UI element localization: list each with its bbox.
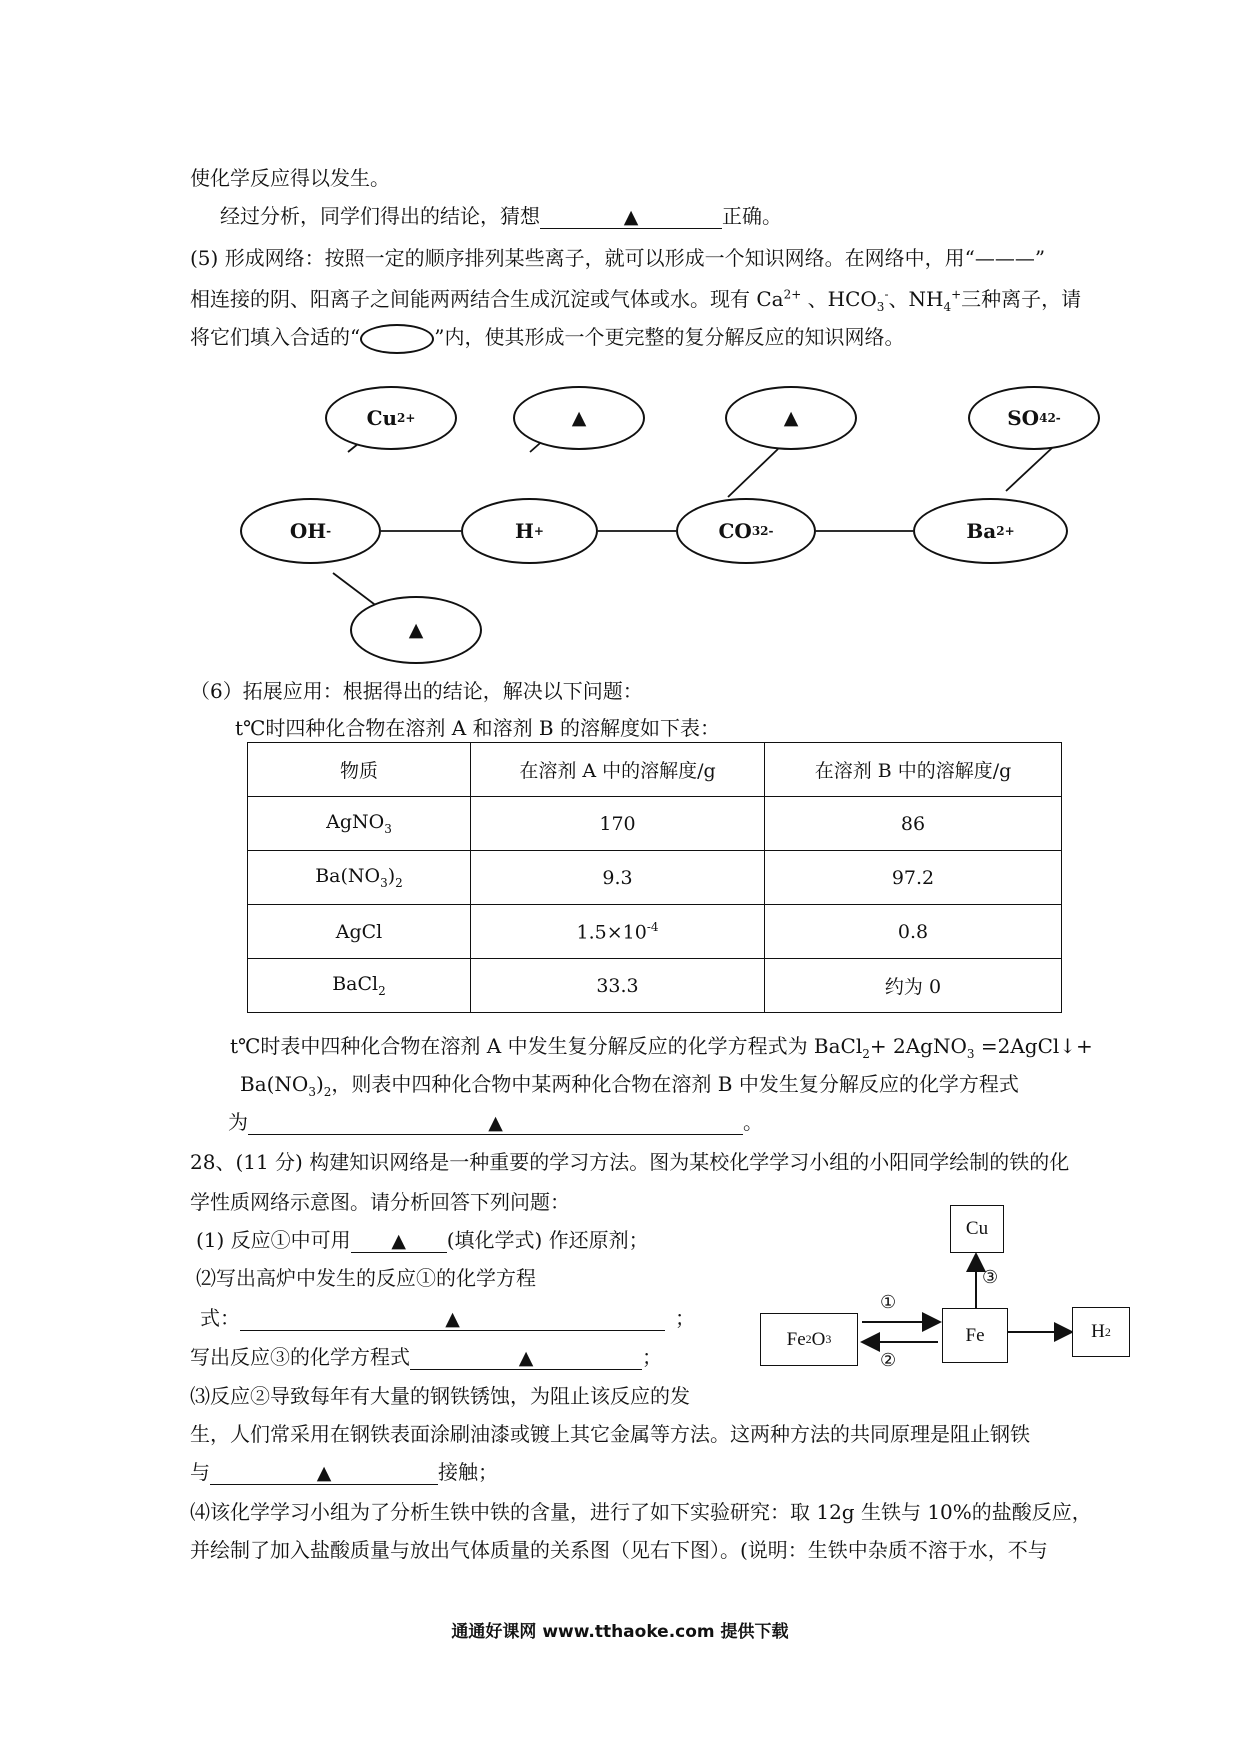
box-fe: Fe <box>942 1308 1008 1363</box>
text-line: （6）拓展应用：根据得出的结论，解决以下问题： <box>190 679 643 703</box>
table-cell: 170 <box>471 797 765 851</box>
triangle-icon: ▲ <box>316 1462 332 1484</box>
text-segment: (1) 反应①中可用 <box>196 1228 351 1252</box>
text-line: ⑵写出高炉中发生的反应①的化学方程 <box>196 1266 536 1290</box>
superscript: 2- <box>760 524 774 538</box>
reaction-label-3: ③ <box>982 1267 999 1288</box>
table-cell: 33.3 <box>471 959 765 1013</box>
subscript: 3 <box>966 1047 975 1061</box>
text-segment: 与 <box>190 1460 210 1484</box>
reaction-label-2: ② <box>880 1350 897 1371</box>
triangle-icon: ▲ <box>623 206 639 228</box>
text-line: 28、(11 分) 构建知识网络是一种重要的学习方法。图为某校化学学习小组的小阳同学绘制的铁的化 <box>190 1150 1070 1174</box>
text-segment: 接触； <box>438 1460 498 1484</box>
text-segment: 、HCO <box>801 287 877 311</box>
table-cell: AgCl <box>248 905 471 959</box>
text-line: 学性质网络示意图。请分析回答下列问题： <box>190 1190 570 1214</box>
text-segment: 三种离子，请 <box>961 287 1082 311</box>
table-cell: AgNO$_3$ <box>248 797 471 851</box>
text-segment: 写出反应③的化学方程式 <box>190 1345 410 1369</box>
ion-label: SO <box>1007 406 1040 430</box>
superscript: - <box>326 524 332 538</box>
table-cell: 9.3 <box>471 851 765 905</box>
text-segment: ； <box>675 1306 695 1330</box>
text-line: 生，人们常采用在钢铁表面涂刷油漆或镀上其它金属等方法。这两种方法的共同原理是阻止钢铁 <box>190 1422 1030 1446</box>
subscript: 4 <box>1039 411 1048 425</box>
table-cell: 约为 0 <box>765 959 1062 1013</box>
text-line: (5) 形成网络：按照一定的顺序排列某些离子，就可以形成一个知识网络。在网络中，用“———” <box>190 246 1046 270</box>
triangle-icon: ▲ <box>783 407 799 429</box>
triangle-icon: ▲ <box>571 407 587 429</box>
table-cell: BaCl$_2$ <box>248 959 471 1013</box>
subscript: 3 <box>876 300 885 314</box>
table-cell: 0.8 <box>765 905 1062 959</box>
triangle-icon: ▲ <box>391 1230 406 1252</box>
subscript: 3 <box>308 1085 316 1099</box>
ion-label: CO <box>718 519 752 543</box>
superscript: 2+ <box>397 411 416 425</box>
subscript: 3 <box>751 524 761 538</box>
text-segment: Ba(NO <box>240 1072 309 1096</box>
text-line: ⑶反应②导致每年有大量的钢铁锈蚀，为阻止该反应的发 <box>190 1384 690 1408</box>
table-cell: $Ba(NO_3)_2$ <box>248 851 471 905</box>
text-segment: 式： <box>200 1306 240 1330</box>
table-cell: $1.5\times 10^{-4}$ <box>471 905 765 959</box>
superscript: - <box>884 287 889 302</box>
text-segment: 、NH <box>888 287 944 311</box>
reaction-label-1: ① <box>880 1292 897 1313</box>
text-segment: ) <box>315 1072 324 1096</box>
triangle-icon: ▲ <box>518 1347 534 1369</box>
text-line: t℃时四种化合物在溶剂 A 和溶剂 B 的溶解度如下表： <box>235 716 720 740</box>
box-fe2o3: Fe 2 O 3 <box>760 1313 858 1366</box>
box-h2: H 2 <box>1072 1307 1130 1357</box>
triangle-icon: ▲ <box>408 619 424 641</box>
superscript: 2+ <box>996 524 1015 538</box>
table-cell: 86 <box>765 797 1062 851</box>
text-segment: + 2AgNO <box>869 1034 967 1058</box>
text-segment: 经过分析，同学们得出的结论，猜想 <box>220 204 540 228</box>
text-segment: (填化学式) 作还原剂； <box>446 1228 649 1252</box>
triangle-icon: ▲ <box>445 1308 460 1330</box>
footer-text: 通通好课网 www.tthaoke.com 提供下载 <box>451 1622 789 1642</box>
subscript: 2 <box>862 1047 870 1061</box>
text-segment: ； <box>642 1345 662 1369</box>
text-segment: 正确。 <box>722 204 782 228</box>
superscript: 2+ <box>783 287 802 302</box>
table-cell: 97.2 <box>765 851 1062 905</box>
text-segment: t℃时表中四种化合物在溶剂 A 中发生复分解反应的化学方程式为 BaCl <box>230 1034 863 1058</box>
ion-label: Ba <box>966 519 997 543</box>
superscript: + <box>533 524 544 538</box>
text-segment: 。 <box>743 1110 763 1134</box>
table-header: 在溶剂 A 中的溶解度/g <box>471 743 765 797</box>
subscript: 2 <box>323 1085 332 1099</box>
superscript: + <box>951 287 962 302</box>
subscript: 4 <box>943 300 952 314</box>
table-header: 在溶剂 B 中的溶解度/g <box>765 743 1062 797</box>
text-segment: 将它们填入合适的“ <box>190 325 361 349</box>
box-cu: Cu <box>950 1205 1004 1253</box>
ion-label: H <box>515 519 534 543</box>
ion-label: OH <box>289 519 327 543</box>
text-segment: 相连接的阴、阳离子之间能两两结合生成沉淀或气体或水。现有 Ca <box>190 287 784 311</box>
text-line: ⑷该化学学习小组为了分析生铁中铁的含量，进行了如下实验研究：取 12g 生铁与 10%的盐酸反应， <box>190 1500 1092 1524</box>
triangle-icon: ▲ <box>488 1112 503 1134</box>
text-segment: =2AgCl↓+ <box>974 1034 1093 1058</box>
text-segment: 为 <box>228 1110 248 1134</box>
text-segment: ，则表中四种化合物中某两种化合物在溶剂 B 中发生复分解反应的化学方程式 <box>331 1072 1019 1096</box>
text-line: 并绘制了加入盐酸质量与放出气体质量的关系图（见右下图）。(说明：生铁中杂质不溶于水，不与 <box>190 1538 1048 1562</box>
text-segment: ”内，使其形成一个更完整的复分解反应的知识网络。 <box>434 325 905 349</box>
ion-label: Cu <box>366 406 398 430</box>
table-header: 物质 <box>248 743 471 797</box>
text-line: 使化学反应得以发生。 <box>190 166 390 190</box>
superscript: 2- <box>1047 411 1061 425</box>
